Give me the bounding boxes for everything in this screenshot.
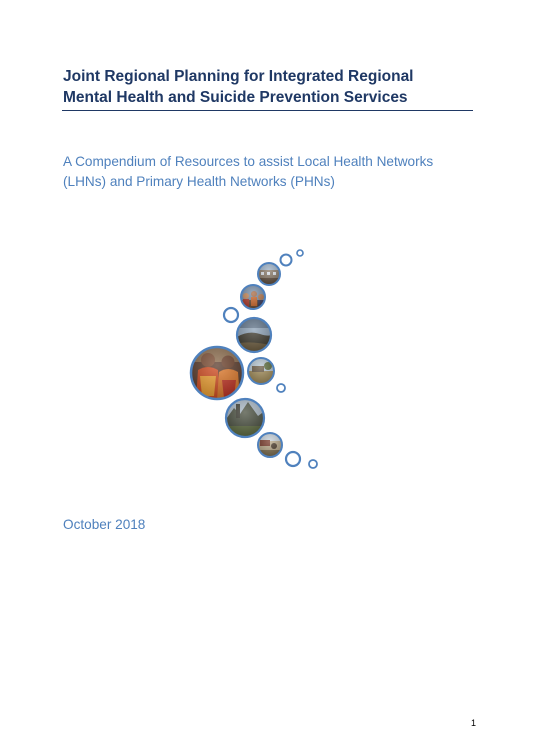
photo-bubble-group bbox=[238, 282, 268, 312]
page-number: 1 bbox=[470, 718, 476, 728]
photo-bubble-mountain bbox=[224, 397, 266, 439]
ring-bubble bbox=[277, 384, 285, 392]
photo-bubble-outdoor bbox=[256, 431, 284, 459]
title-line-2: Mental Health and Suicide Prevention Services bbox=[63, 89, 408, 106]
ring-bubble bbox=[281, 255, 292, 266]
ring-bubble bbox=[224, 308, 238, 322]
photo-bubble-rural bbox=[246, 356, 276, 386]
ring-bubble bbox=[309, 460, 317, 468]
ring-bubble bbox=[286, 452, 300, 466]
photo-bubble-landscape bbox=[235, 316, 275, 356]
title-line-1: Joint Regional Planning for Integrated Regional bbox=[63, 68, 414, 85]
subtitle-line-2: (LHNs) and Primary Health Networks (PHNs) bbox=[63, 174, 335, 189]
photo-bubble-building bbox=[255, 260, 285, 290]
subtitle-line-1: A Compendium of Resources to assist Local Health Networks bbox=[63, 154, 434, 169]
ring-bubble bbox=[297, 250, 303, 256]
photo-bubble-portrait bbox=[188, 344, 248, 404]
publication-date: October 2018 bbox=[63, 517, 146, 532]
